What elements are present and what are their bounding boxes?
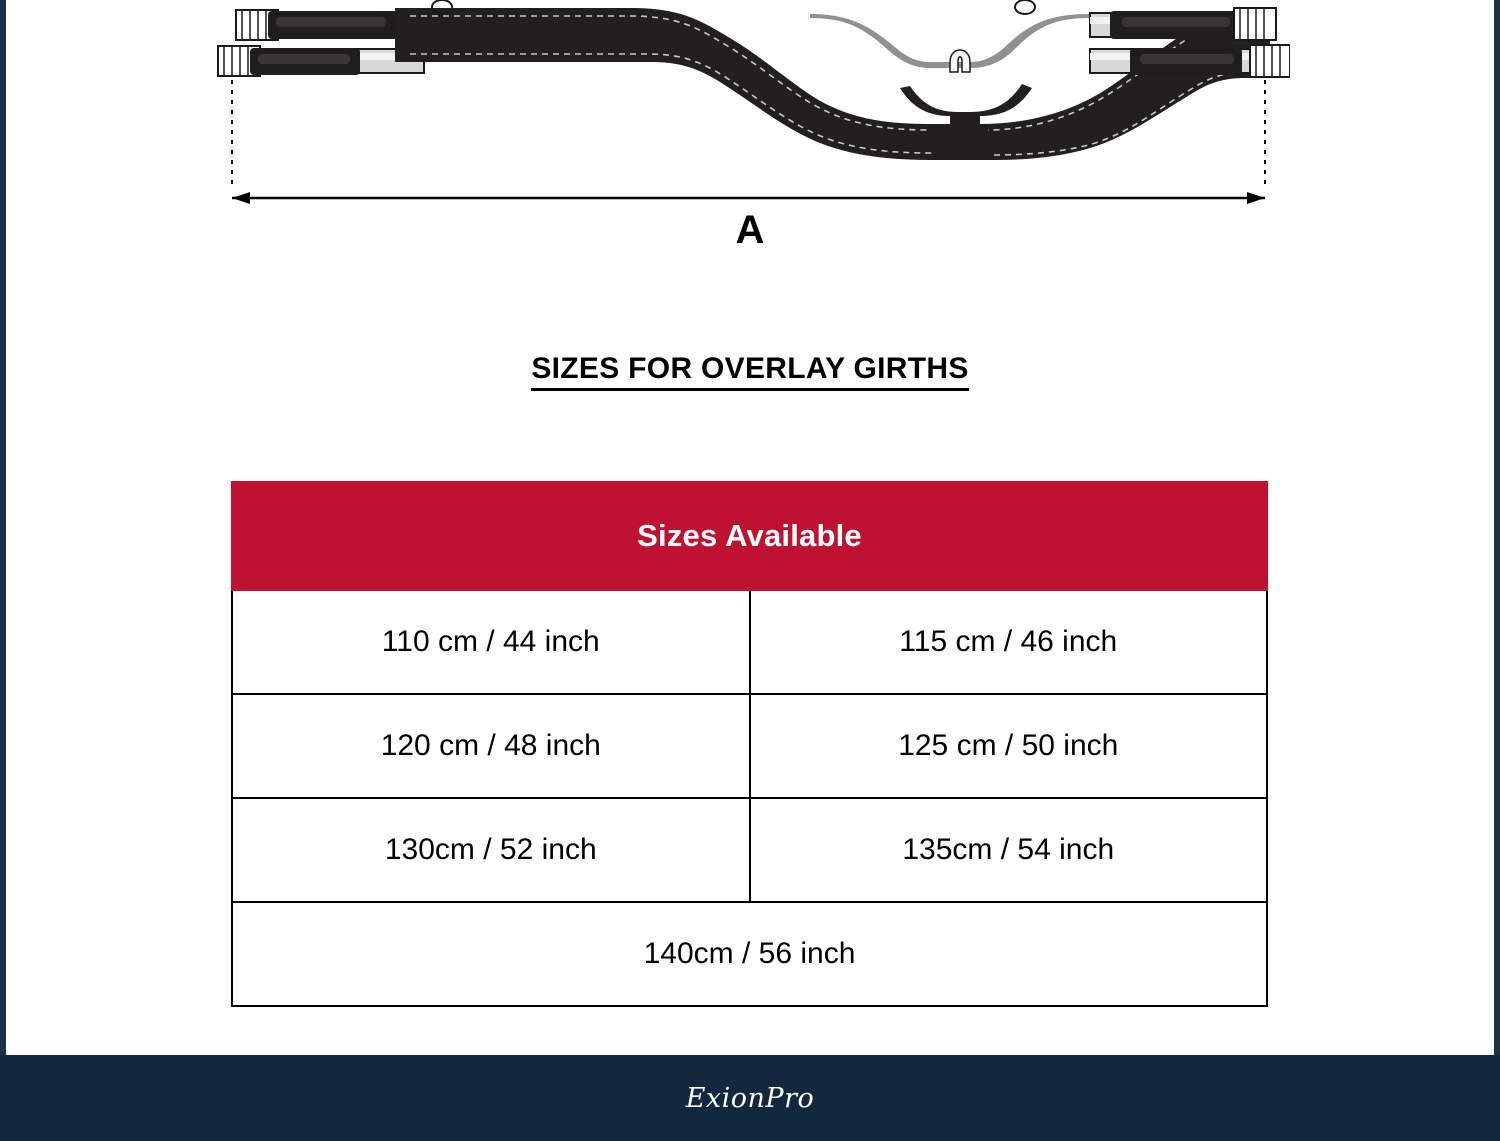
section-heading-text: SIZES FOR OVERLAY GIRTHS bbox=[531, 352, 968, 391]
size-cell-120: 120 cm / 48 inch bbox=[232, 694, 750, 798]
size-cell-130: 130cm / 52 inch bbox=[232, 798, 750, 902]
size-cell-140: 140cm / 56 inch bbox=[232, 902, 1267, 1006]
girth-diagram-svg bbox=[210, 0, 1290, 260]
table-header-row bbox=[232, 482, 1267, 590]
footer-bar bbox=[0, 1055, 1500, 1141]
right-strap-lower bbox=[1090, 45, 1290, 77]
product-illustration-area bbox=[0, 0, 1500, 260]
brand-logo: ExionPro bbox=[685, 1082, 815, 1114]
size-cell-135: 135cm / 54 inch bbox=[750, 798, 1268, 902]
section-heading bbox=[0, 352, 1500, 386]
size-cell-110: 110 cm / 44 inch bbox=[232, 590, 750, 694]
right-strap-upper bbox=[1090, 8, 1276, 40]
dimension-label-a: A bbox=[735, 208, 765, 252]
table-row bbox=[232, 694, 1267, 798]
size-cell-125: 125 cm / 50 inch bbox=[750, 694, 1268, 798]
table-row bbox=[232, 798, 1267, 902]
table-row bbox=[232, 902, 1267, 1006]
table-row bbox=[232, 590, 1267, 694]
left-strap-lower bbox=[218, 46, 424, 76]
size-cell-115: 115 cm / 46 inch bbox=[750, 590, 1268, 694]
sizes-table bbox=[231, 481, 1268, 1007]
sizes-available-header: Sizes Available bbox=[232, 482, 1267, 590]
left-strap-upper bbox=[236, 10, 422, 40]
center-d-ring-icon bbox=[950, 50, 970, 72]
